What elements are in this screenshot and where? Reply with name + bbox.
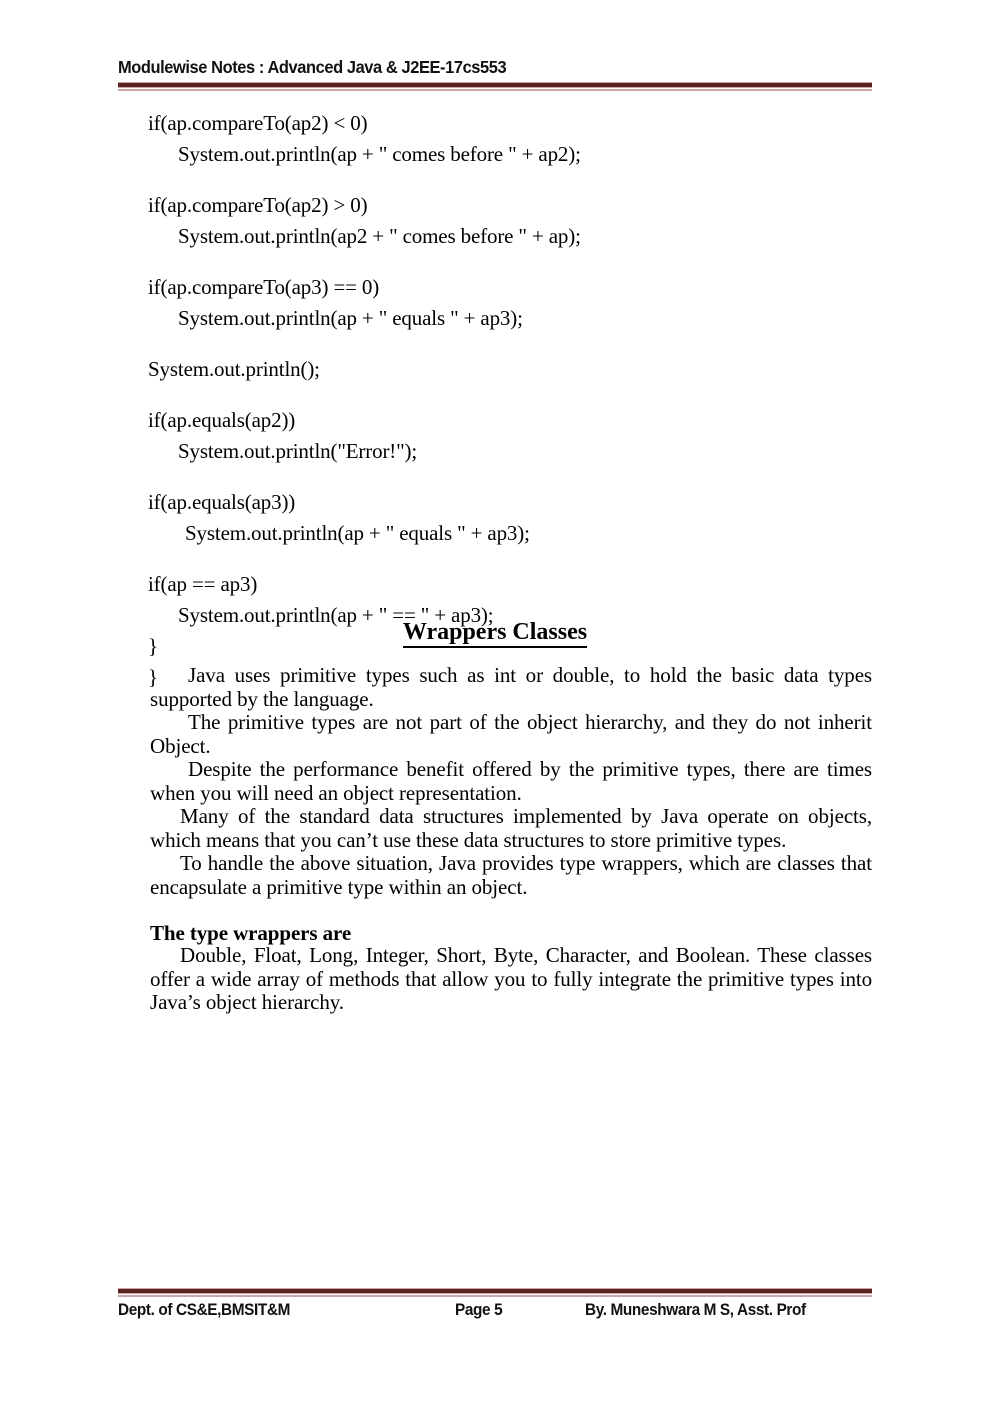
body-paragraph: Double, Float, Long, Integer, Short, Byte, Character, and Boolean. These classes offer a wide array of methods that allow you to fully integrate the primitive types into Java’s object hierarchy. bbox=[150, 943, 872, 1014]
section-body bbox=[150, 664, 872, 899]
code-line: System.out.println(ap + " equals " + ap3); bbox=[185, 521, 530, 545]
code-listing bbox=[148, 108, 872, 693]
footer-divider bbox=[118, 1288, 872, 1297]
body-paragraph: Java uses primitive types such as int or double, to hold the basic data types supported by the language. bbox=[150, 663, 872, 711]
page-footer bbox=[118, 1298, 872, 1326]
section-body-secondary bbox=[150, 944, 872, 1015]
header-divider-thin bbox=[118, 89, 872, 91]
code-line: System.out.println(ap2 + " comes before " + ap); bbox=[178, 224, 581, 248]
sub-heading: The type wrappers are bbox=[150, 921, 352, 945]
code-line: if(ap == ap3) bbox=[148, 572, 258, 596]
page-header bbox=[118, 56, 872, 78]
code-line: System.out.println(); bbox=[148, 357, 320, 381]
code-line-blank bbox=[148, 467, 872, 487]
code-line: System.out.println(ap + " equals " + ap3); bbox=[178, 306, 523, 330]
body-paragraph: Despite the performance benefit offered by the primitive types, there are times when you will need an object representation. bbox=[150, 757, 872, 805]
code-line: if(ap.compareTo(ap3) == 0) bbox=[148, 275, 380, 299]
footer-page-number: Page 5 bbox=[455, 1301, 503, 1319]
code-line: } bbox=[148, 634, 158, 658]
footer-divider-thin bbox=[118, 1295, 872, 1297]
page-title bbox=[118, 617, 872, 647]
header-title: Modulewise Notes : Advanced Java & J2EE-17cs553 bbox=[118, 57, 507, 77]
code-line: System.out.println(ap + " == " + ap3); bbox=[178, 603, 494, 627]
code-line-blank bbox=[148, 549, 872, 569]
body-paragraph: The primitive types are not part of the object hierarchy, and they do not inherit Object. bbox=[150, 710, 872, 758]
code-line: } bbox=[148, 665, 158, 689]
code-line: System.out.println(ap + " comes before " + ap2); bbox=[178, 142, 581, 166]
footer-department: Dept. of CS&E,BMSIT&M bbox=[118, 1301, 291, 1319]
code-line: System.out.println("Error!"); bbox=[178, 439, 418, 463]
code-line: if(ap.compareTo(ap2) < 0) bbox=[148, 111, 368, 135]
code-line-blank bbox=[148, 334, 872, 354]
body-paragraph: Many of the standard data structures implemented by Java operate on objects, which means that you can’t use these data structures to store primitive types. bbox=[150, 804, 872, 852]
code-line: if(ap.equals(ap2)) bbox=[148, 408, 296, 432]
body-paragraph: To handle the above situation, Java provides type wrappers, which are classes that encapsulate a primitive type within an object. bbox=[150, 851, 872, 899]
code-line-blank bbox=[148, 170, 872, 190]
code-line: if(ap.compareTo(ap2) > 0) bbox=[148, 193, 368, 217]
footer-author: By. Muneshwara M S, Asst. Prof bbox=[585, 1301, 806, 1319]
footer-divider-thick bbox=[118, 1288, 872, 1294]
page-title-text: Wrappers Classes bbox=[403, 619, 587, 648]
code-line: if(ap.equals(ap3)) bbox=[148, 490, 296, 514]
header-divider-thick bbox=[118, 82, 872, 88]
header-divider bbox=[118, 82, 872, 91]
code-line-blank bbox=[148, 252, 872, 272]
code-line-blank bbox=[148, 385, 872, 405]
